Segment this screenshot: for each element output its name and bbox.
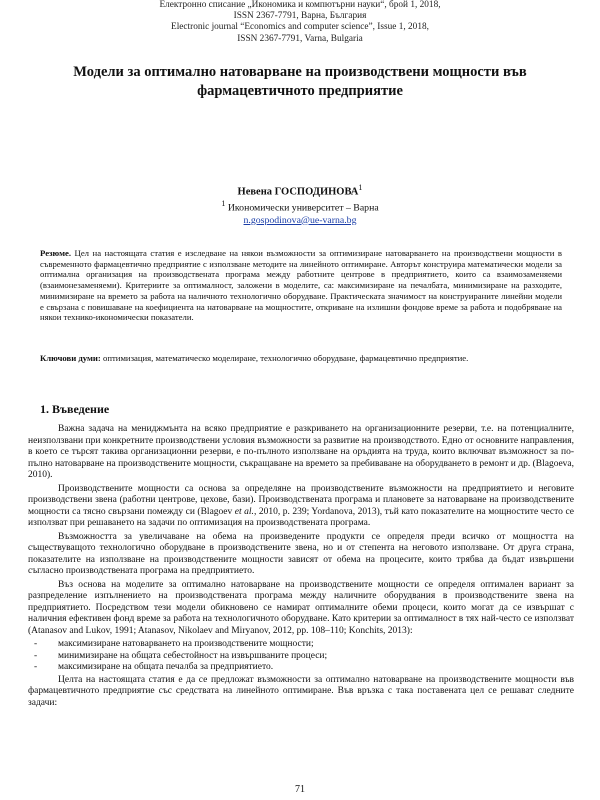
list-dash: - [34, 650, 38, 661]
paragraph-2-et-al: et al. [234, 506, 254, 517]
paragraph-4: Въз основа на моделите за оптимално натоварване на производствените мощности се определя оптимален вариант за разпределение изпълнението на производствената програма между наличните оборудвания в производствените звена на предприятието. Посредством тези модели обикновено се намират оптималните обеми процеси, които могат да се извършат с наличния ефективен фонд време за работа на технологичното оборудване. Като критерии за оптималност в тях най-често се използват (Atanasov and Lukov, 1991; Atanasov, Nikolaev and Miryanov, 2012, pp. 108–110; Konchits, 2013): [28, 579, 574, 636]
paragraph-1: Важна задача на мениджмънта на всяко предприятие е разкриването на организационните резерви, т.е. на потенциалните, неизползвани при конкретните производствени условия възможности за развитие на производството. Едно от основните направления, в което се търсят такива организационни резерви, е по-пълното използване на оръдията на труда, които включват възможност за по-пълно натоварване на производствените мощности, съкращаване на времето за пребиваване на оборудването в ремонт и др. (Blagoeva, 2010). [28, 424, 574, 480]
header-line-3: Electronic journal “Economics and computer science”, Issue 1, 2018, [171, 22, 429, 33]
list-item [28, 651, 574, 663]
author-line [0, 182, 600, 198]
author-block [0, 182, 600, 227]
paragraph-2-part-b: , 2010, p. 239; Yordanova, 2013), тъй като показателите на мощностите често се използват при решаването на задачи по оптимизация на производствената програма. [28, 506, 574, 528]
affiliation-line [0, 198, 600, 214]
email-line [0, 215, 600, 227]
list-item [28, 639, 574, 651]
header-line-2: ISSN 2367-7791, Варна, България [233, 11, 367, 22]
paragraph-3: Възможността за увеличаване на обема на произведените продукти се определя преди всичко от мощността на съществуващото технологично оборудване в производствените звена, но и от степента на неговото използване. От друга страна, показателите на използване на производствените мощности зависят от обема на процесите, които трябва да бъдат извършени съгласно производствената програма на предприятието. [28, 531, 574, 576]
abstract [40, 248, 562, 323]
author-email-link[interactable]: n.gospodinova@ue-varna.bg [243, 214, 357, 226]
page-number: 71 [295, 784, 305, 795]
paragraph-5: Целта на настоящата статия е да се предложат възможности за оптимално натоварване на производствените мощности във фармацевтичното предприятие със средствата на линейното оптимиране. Във връзка с така поставената цел се решават следните задачи: [28, 674, 574, 708]
body-text [28, 424, 574, 711]
list-dash: - [34, 639, 38, 649]
abstract-label: Резюме. [40, 248, 72, 258]
list-item [28, 662, 574, 674]
paragraph-2 [28, 484, 574, 530]
list-item-text: максимизиране натоварването на производствените мощности; [58, 639, 314, 649]
author-affiliation: Икономически университет – Варна [227, 202, 379, 214]
paper-title: Модели за оптимално натоварване на производствени мощности във фармацевтичното предприятие [73, 64, 527, 99]
keywords-label: Ключови думи: [40, 353, 101, 363]
author-superscript: 1 [358, 183, 363, 192]
list-item-text: максимизиране на общата печалба за предприятието. [58, 662, 274, 672]
list-dash: - [34, 662, 38, 672]
running-header [0, 0, 600, 45]
criteria-list [28, 639, 574, 674]
list-item-text: минимизиране на общата себестойност на извършваните процеси; [58, 650, 328, 661]
affiliation-superscript: 1 [221, 199, 226, 209]
author-name: Невена ГОСПОДИНОВА [237, 186, 359, 198]
header-line-1: Електронно списание „Икономика и компютърни науки“, брой 1, 2018, [159, 0, 441, 10]
header-line-4: ISSN 2367-7791, Varna, Bulgaria [237, 33, 363, 44]
keywords-text: оптимизация, математическо моделиране, технологично оборудване, фармацевтично предприятие. [100, 353, 469, 363]
paragraph-2-part-a: Производствените мощности са основа за определяне на производствените възможности на предприятието и неговите производствени звена (работни центрове, цехове, бази). Производствената програма и плановете за натоварване на производствените мощности са тясно свързани помежду си (Blagoev [28, 483, 574, 517]
keywords [40, 353, 562, 364]
abstract-text: Цел на настоящата статия е изследване на някои възможности за оптимизиране натоварването на производствени мощности в съвременното фармацевтично предприятие с използване методите на линейното оптимиране. Авторът конструира математически модели за оптимална организация на производствената програма между работните центрове в предприятието, които са взаимозаменяеми (взаимонезаменяеми). Критериите за оптималност, заложени в моделите, са: максимизиране на печалбата, минимизиране на разходите, минимизиране на времето за работа на наличното технологично оборудване. Практическата значимост на конструираните линейни модели е свързана с повишаване на коефициента на натоварване на мощностите, откриване на излишни фондове време за работа и подобряване на някои технико-икономически показатели. [40, 248, 562, 323]
section-heading: 1. Въведение [40, 402, 110, 416]
